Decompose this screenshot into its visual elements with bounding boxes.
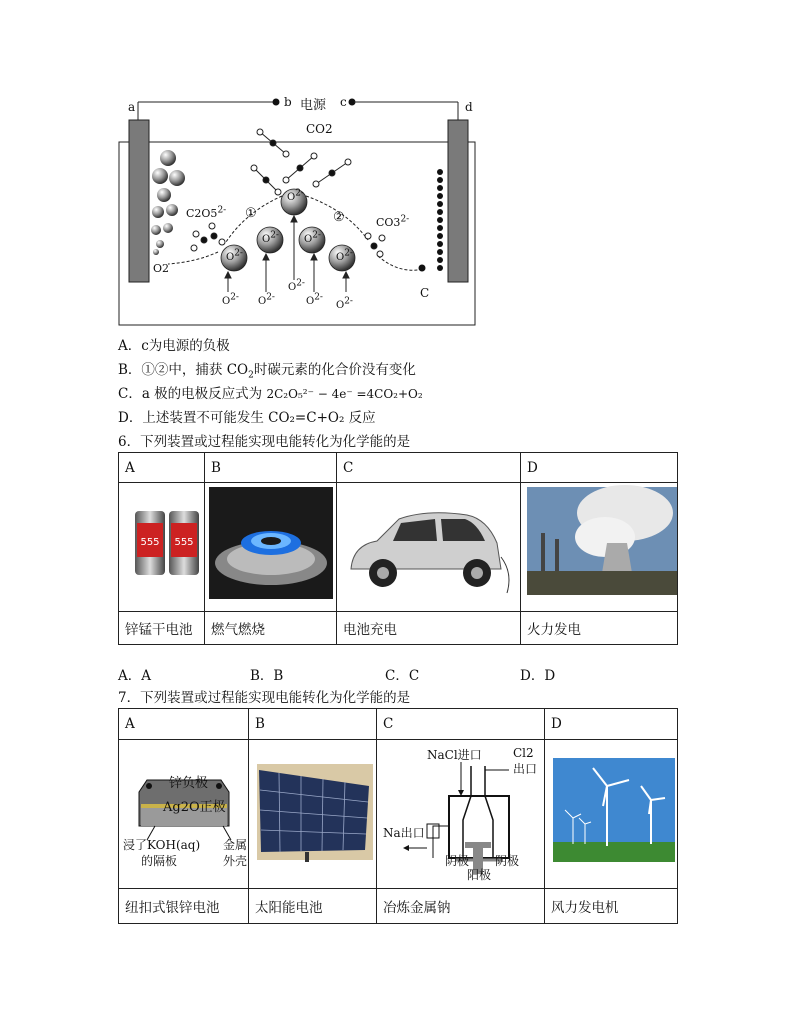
sodium-label-na-outlet: Na出口 <box>383 826 425 840</box>
q7-question: 7．下列装置或过程能实现电能转化为化学能的是 <box>118 690 411 706</box>
q7-header-b: B <box>249 709 377 740</box>
sodium-label-cl2-outlet: Cl2出口 <box>513 746 538 776</box>
q7-table <box>118 708 678 924</box>
ion-label: $O^{2-}$ <box>258 292 275 307</box>
q5-option-b: B．①②中，捕获 $CO_2$时碳元素的化合价没有变化 <box>118 362 416 381</box>
label-c2o5: $C2O5^{2-}$ <box>186 205 227 220</box>
co3-molecule <box>365 233 385 257</box>
oxygen-bubbles <box>151 150 185 255</box>
q7-image-wind-turbines <box>545 740 678 889</box>
label-o2: O2 <box>153 262 170 275</box>
battery-label-positive: Ag2O正极 <box>163 800 226 815</box>
label-step1: ① <box>245 206 257 221</box>
q7-header-d: D <box>545 709 678 740</box>
q7-header-c: C <box>377 709 545 740</box>
ion-label: $O^{2-}$ <box>336 296 353 311</box>
q6-choice-d: D．D <box>520 668 556 684</box>
battery-label-separator: 浸了KOH(aq) <box>123 838 201 852</box>
q5-option-d: D．上述装置不可能发生 CO₂=C+O₂ 反应 <box>118 410 376 426</box>
q6-image-gas-burner <box>205 483 337 612</box>
label-d: d <box>465 100 473 114</box>
q6-table <box>118 452 678 645</box>
ion-label: $O^{2-}$ <box>288 278 305 293</box>
terminal-b <box>273 99 280 106</box>
c2o5-molecule <box>191 223 225 251</box>
q6-choice-a: A．A <box>118 668 151 684</box>
q7-caption-a: 纽扣式银锌电池 <box>119 889 249 924</box>
label-carbon: C <box>420 286 430 300</box>
ion-label: $O^{2-}$ <box>226 248 243 263</box>
electrode-a <box>129 120 149 282</box>
q6-caption-b: 燃气燃烧 <box>205 612 337 645</box>
q7-caption-c: 冶炼金属钠 <box>377 889 545 924</box>
q6-header-d: D <box>521 453 678 483</box>
battery-label-shell: 金属 <box>223 838 248 852</box>
sodium-label-cathode-right: 阴极 <box>495 854 520 868</box>
q5-option-c: C．a 极的电极反应式为 2C₂O₅²⁻ − 4e⁻ =4CO₂+O₂ <box>118 386 423 402</box>
sodium-label-nacl-inlet: NaCl进口 <box>427 748 482 762</box>
q6-question: 6．下列装置或过程能实现电能转化为化学能的是 <box>118 434 411 450</box>
sodium-label-cathode-left: 阴极 <box>445 854 470 868</box>
label-step2: ② <box>333 210 345 225</box>
q7-caption-d: 风力发电机 <box>545 889 678 924</box>
svg-text:555: 555 <box>174 537 194 548</box>
carbon-deposit <box>419 169 444 272</box>
label-c-terminal: c <box>340 95 347 109</box>
q7-image-sodium-smelting <box>377 740 545 889</box>
ion-label: $O^{2-}$ <box>304 230 321 245</box>
ion-label: $O^{2-}$ <box>306 292 323 307</box>
q7-image-solar-panel <box>249 740 377 889</box>
battery-label-negative: 锌负极 <box>169 776 209 791</box>
label-co3: $CO3^{2-}$ <box>376 214 410 229</box>
label-b: b <box>284 95 292 109</box>
label-co2: CO2 <box>306 122 333 136</box>
battery-label-separator-2: 的隔板 <box>141 854 178 868</box>
ion-label: $O^{2-}$ <box>222 292 239 307</box>
q6-image-battery <box>119 483 205 612</box>
label-power-source: 电源 <box>300 98 327 113</box>
q6-header-c: C <box>337 453 521 483</box>
q6-caption-c: 电池充电 <box>337 612 521 645</box>
ion-label: $O^{2-}$ <box>287 188 304 203</box>
co2-molecules <box>251 129 351 195</box>
ion-label: $O^{2-}$ <box>336 248 353 263</box>
sodium-label-anode: 阳极 <box>467 868 492 882</box>
label-a: a <box>128 100 136 114</box>
q6-image-electric-car <box>337 483 521 612</box>
q7-caption-b: 太阳能电池 <box>249 889 377 924</box>
q6-header-b: B <box>205 453 337 483</box>
q6-image-power-plant <box>521 483 678 612</box>
q5-option-a: A．c为电源的负极 <box>118 338 230 354</box>
q6-caption-d: 火力发电 <box>521 612 678 645</box>
ion-label: $O^{2-}$ <box>262 230 279 245</box>
q7-image-button-cell <box>119 740 249 889</box>
battery-label-shell-2: 外壳 <box>223 854 248 868</box>
electrode-d <box>448 120 468 282</box>
svg-text:555: 555 <box>140 537 160 548</box>
q6-header-a: A <box>119 453 205 483</box>
q6-choice-c: C．C <box>385 668 420 684</box>
q6-choice-b: B．B <box>250 668 284 684</box>
q7-header-a: A <box>119 709 249 740</box>
q6-caption-a: 锌锰干电池 <box>119 612 205 645</box>
